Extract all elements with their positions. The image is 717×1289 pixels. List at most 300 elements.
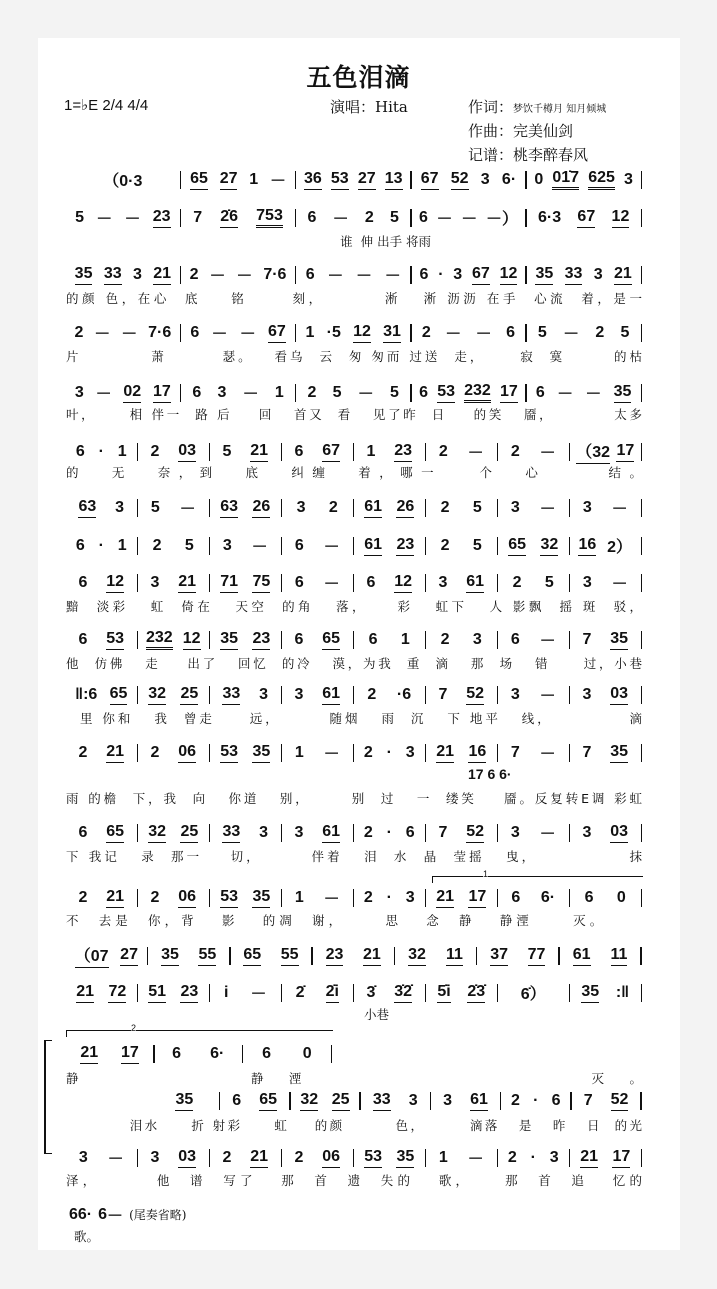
note-group: －	[124, 211, 141, 228]
note-group: ·	[98, 442, 104, 460]
note-group: ·	[386, 888, 392, 906]
lyrics-line: 不 去是 你，背 影 的凋 谢， 思 念 静 静湮 灭。	[66, 913, 642, 928]
note-group: 65	[508, 536, 526, 556]
note-group: 3̇2̇	[394, 983, 412, 1003]
measure	[498, 889, 569, 907]
note-group: 72	[108, 983, 126, 1003]
measure	[527, 169, 641, 190]
note-group: 753	[256, 207, 283, 228]
measure	[282, 1148, 353, 1168]
note-group: 6·	[210, 1045, 225, 1062]
note-group: （07	[75, 943, 109, 968]
measure	[138, 573, 209, 593]
note-group: 61	[364, 536, 382, 556]
note-group: ·	[98, 536, 104, 554]
measure	[66, 823, 137, 843]
note-group: 6	[418, 208, 428, 226]
note-group: 12	[500, 265, 518, 285]
note-group: 6	[294, 573, 304, 591]
measure	[498, 1149, 569, 1167]
note-group: 1	[438, 1148, 448, 1166]
bar-line	[641, 324, 643, 342]
note-group: 35	[175, 1091, 193, 1111]
note-group: 6	[192, 383, 202, 401]
note-group: －	[323, 576, 340, 593]
note-group: －	[107, 1208, 124, 1225]
note-group: 2	[364, 208, 374, 226]
lyrics-line: 谁 伸 出手 将雨	[66, 234, 432, 249]
note-group: 6	[307, 208, 317, 226]
note-group: 11	[611, 946, 628, 966]
note-group: 3	[405, 743, 415, 761]
measure	[138, 629, 209, 650]
note-group: 67	[322, 442, 340, 462]
note-group: －	[357, 386, 374, 403]
note-group: 1	[366, 442, 376, 460]
note-group: 2	[363, 823, 373, 841]
alternate-notes: 17 6 6·	[468, 766, 512, 782]
notation-row	[66, 263, 642, 286]
note-group: 1	[117, 536, 127, 554]
note-group: 61	[322, 823, 340, 843]
measure	[282, 630, 353, 650]
measure	[66, 685, 137, 705]
note-group: 71	[220, 573, 238, 593]
note-group: 31	[383, 323, 401, 343]
measure	[231, 946, 312, 966]
bar-line	[641, 266, 643, 284]
notation-row	[66, 1203, 186, 1226]
measure	[66, 168, 180, 191]
note-group: 5	[544, 573, 554, 591]
measure	[570, 439, 641, 464]
note-group: 33	[104, 265, 122, 285]
measure	[282, 499, 353, 517]
note-group: 6	[294, 630, 304, 648]
note-group: 6	[419, 265, 429, 283]
measure	[572, 1091, 641, 1111]
measure	[354, 1148, 425, 1168]
measure	[412, 321, 526, 344]
measure	[291, 1091, 360, 1111]
note-group: 65	[322, 630, 340, 650]
notation-row	[66, 439, 642, 464]
measure	[138, 1148, 209, 1168]
note-group: 65	[190, 170, 208, 190]
note-group: 21	[80, 1044, 98, 1064]
measure	[66, 743, 137, 763]
note-group: 32	[408, 946, 426, 966]
transcriber: 记谱：桃李醉春风	[468, 146, 589, 164]
note-group: 23	[252, 630, 270, 650]
note-group: 2	[511, 1092, 520, 1109]
note-group: 23	[153, 208, 171, 228]
measure	[354, 744, 425, 762]
note-group: 3	[294, 823, 304, 841]
note-group: 53	[220, 888, 238, 908]
note-group: 2	[421, 323, 431, 341]
note-group: 2	[222, 1148, 232, 1166]
note-group: 7·6	[263, 265, 287, 283]
measure	[354, 686, 425, 704]
measure	[66, 630, 137, 650]
measure	[570, 496, 641, 519]
note-group: 3	[115, 498, 125, 516]
note-group: 21	[76, 983, 94, 1003]
note-group: －	[539, 746, 556, 763]
note-group: 61	[470, 1091, 488, 1111]
note-group: －	[209, 268, 226, 285]
note-group: －	[467, 1151, 484, 1168]
measure	[210, 1148, 281, 1168]
note-group: 06	[322, 1148, 340, 1168]
measure	[498, 496, 569, 519]
singer: 演唱：Hita	[330, 98, 408, 116]
note-group: －	[95, 386, 112, 403]
measure	[527, 321, 641, 344]
note-group: 21	[614, 265, 632, 285]
note-group: 26	[252, 498, 270, 518]
note-group: 35	[614, 383, 632, 403]
note-group: 3	[438, 573, 448, 591]
note-group: 03	[610, 685, 628, 705]
note-group: ·5	[326, 323, 341, 341]
measure	[148, 946, 229, 966]
note-group: 52	[466, 823, 484, 843]
measure	[354, 889, 425, 907]
note-group: 17	[612, 1148, 630, 1168]
note-group: 53	[364, 1148, 382, 1168]
note-group: 6	[551, 1092, 561, 1109]
note-group: －	[539, 633, 556, 650]
note-group: －	[107, 1151, 124, 1168]
lyricist-label: 作词：	[468, 98, 514, 116]
measure	[66, 943, 147, 968]
measure	[181, 207, 295, 228]
note-group: 625	[588, 169, 615, 190]
measure	[138, 983, 209, 1003]
note-group: 3	[150, 573, 160, 591]
measure	[412, 382, 526, 403]
note-group: 61	[364, 498, 382, 518]
measure	[282, 741, 353, 764]
bar-line	[641, 686, 643, 704]
note-group: 2̇	[295, 983, 305, 1001]
note-group: 2	[363, 888, 373, 906]
measure	[296, 170, 410, 190]
measure	[296, 381, 410, 404]
note-group: 3	[624, 170, 633, 188]
measure	[527, 208, 641, 228]
measure	[296, 263, 410, 286]
note-group: 1	[305, 323, 315, 341]
note-group: 51	[148, 983, 166, 1003]
note-group: 2̇6	[220, 208, 238, 228]
bar-line	[641, 384, 643, 402]
note-group: 6	[78, 573, 88, 591]
note-group: 7	[582, 743, 592, 761]
note-group: （0·3	[103, 173, 143, 190]
note-group: 21	[250, 1148, 268, 1168]
note-group: 2	[595, 323, 605, 341]
measure	[138, 537, 209, 555]
note-group: 27	[220, 170, 238, 190]
note-group: 21	[580, 1148, 598, 1168]
note-group: 2	[507, 1148, 517, 1166]
measure	[570, 630, 641, 650]
measure	[210, 498, 281, 518]
measure	[66, 321, 180, 344]
measure	[498, 536, 569, 556]
note-group: 3	[408, 1092, 418, 1109]
measure	[498, 741, 569, 764]
notation-row	[66, 821, 642, 844]
lyrics-line: 静 静湮 灭。	[66, 1071, 642, 1086]
note-group: 2	[440, 498, 450, 516]
note-group: 2	[150, 888, 160, 906]
notation-row	[66, 321, 642, 344]
note-group: (尾奏省略)	[129, 1208, 187, 1222]
note-group: 21	[106, 888, 124, 908]
measure	[354, 536, 425, 556]
measure	[412, 265, 526, 285]
measure	[426, 631, 497, 649]
note-group: 35	[220, 630, 238, 650]
note-group: －	[323, 539, 340, 556]
note-group: ·6	[396, 685, 412, 703]
note-group: 37	[490, 946, 508, 966]
measure	[498, 981, 569, 1004]
measure	[426, 685, 497, 705]
note-group: －	[251, 539, 268, 556]
note-group: 5	[390, 208, 399, 226]
note-group: 3	[405, 888, 415, 906]
measure	[426, 537, 497, 555]
measure	[412, 206, 526, 229]
note-group: 23	[394, 442, 412, 462]
note-group: 3	[582, 498, 592, 516]
note-group: ·	[386, 743, 392, 761]
volta-1-label: 1	[483, 869, 489, 879]
composer: 作曲：完美仙剑	[468, 122, 574, 140]
note-group: 06	[178, 888, 196, 908]
note-group: 35	[252, 743, 270, 763]
note-group: 67	[268, 323, 286, 343]
measure	[570, 889, 641, 907]
lyricist	[468, 96, 606, 117]
lyrics-line: 他 仿佛 走 出了 回忆 的冷 漠，为我 重 滴 那 场 错 过，小巷	[66, 656, 642, 671]
note-group: 12	[612, 208, 630, 228]
note-group: 12	[353, 323, 371, 343]
note-group: －	[236, 268, 253, 285]
notation-row	[66, 1146, 642, 1169]
notation-row	[66, 206, 642, 229]
measure	[570, 1148, 641, 1168]
measure	[138, 888, 209, 908]
measure	[426, 888, 497, 908]
note-group: 2	[150, 743, 160, 761]
lyrics-line: 小巷	[66, 1007, 390, 1022]
note-group: 6	[78, 823, 88, 841]
note-group: 3	[74, 383, 84, 401]
note-group: 6	[535, 383, 545, 401]
note-group: 5	[332, 383, 342, 401]
note-group: 2̇i	[326, 983, 339, 1003]
bar-line	[641, 631, 643, 649]
note-group: －	[461, 211, 478, 228]
notation-row	[66, 886, 642, 909]
note-group: 5	[390, 383, 399, 401]
note-group: 13	[385, 170, 403, 190]
measure	[66, 1206, 95, 1224]
note-group: 33	[222, 823, 240, 843]
note-group: 32	[148, 823, 166, 843]
note-group: 52	[611, 1091, 629, 1111]
measure	[570, 534, 641, 557]
note-group: －	[327, 268, 344, 285]
measure	[282, 685, 353, 705]
note-group: －	[323, 746, 340, 763]
note-group: 67	[421, 170, 439, 190]
note-group: －	[585, 386, 602, 403]
note-group: 5	[472, 498, 482, 516]
notation-row	[66, 168, 642, 191]
measure	[66, 443, 137, 461]
note-group: 53	[437, 383, 455, 403]
note-group: 2	[367, 685, 377, 703]
note-group: 67	[577, 208, 595, 228]
notation-row	[66, 981, 642, 1004]
note-group: 35	[75, 265, 93, 285]
note-group: 6·	[540, 888, 556, 906]
note-group: 6̇）	[520, 986, 546, 1003]
note-group: 2	[512, 573, 522, 591]
measure	[126, 1206, 189, 1223]
note-group: ‖:6	[75, 685, 98, 703]
note-group: －	[611, 501, 628, 518]
note-group: 3	[510, 823, 520, 841]
bar-line	[641, 824, 643, 842]
note-group: 3	[150, 1148, 160, 1166]
note-group: 16	[578, 536, 596, 556]
measure	[210, 685, 281, 705]
note-group: 3	[217, 383, 227, 401]
note-group: 23	[396, 536, 414, 556]
measure	[498, 628, 569, 651]
note-group: 21	[250, 442, 268, 462]
measure	[66, 206, 180, 229]
measure	[181, 321, 295, 344]
note-group: 21	[436, 888, 454, 908]
measure	[498, 440, 569, 463]
measure	[66, 537, 137, 555]
measure	[243, 1045, 330, 1063]
measure	[354, 498, 425, 518]
note-group: 23	[326, 946, 344, 966]
note-group: ·	[530, 1148, 536, 1166]
note-group: 5	[184, 536, 194, 554]
measure	[138, 442, 209, 462]
note-group: 17	[468, 888, 486, 908]
note-group: 1	[294, 888, 304, 906]
note-group: 2	[438, 442, 448, 460]
note-group: 65	[106, 823, 124, 843]
note-group: 1	[274, 383, 284, 401]
note-group: 1	[294, 743, 304, 761]
notation-row	[150, 1091, 642, 1111]
notation-row	[66, 496, 642, 519]
note-group: －	[539, 445, 556, 462]
notation-row	[66, 628, 642, 651]
note-group: 6	[294, 536, 304, 554]
measure	[354, 631, 425, 649]
measure	[296, 323, 410, 343]
measure	[210, 630, 281, 650]
note-group: －	[475, 326, 492, 343]
note-group: 25	[180, 685, 198, 705]
bar-line	[641, 984, 643, 1002]
note-group: 0	[534, 170, 544, 188]
note-group: 63	[220, 498, 238, 518]
measure	[210, 534, 281, 557]
note-group: 3	[593, 265, 603, 283]
bar-line	[641, 209, 643, 227]
measure	[412, 170, 526, 190]
note-group: 6	[172, 1045, 182, 1062]
measure	[361, 1091, 430, 1111]
note-group: 2）	[607, 539, 633, 556]
note-group: 5	[150, 498, 160, 516]
lyrics-line: 的颜 色，在心 底 铭 刻， 淅 淅 沥沥 在手 心流 着，是一	[66, 291, 642, 306]
measure	[181, 263, 295, 286]
measure	[477, 946, 558, 966]
bar-line	[640, 1092, 642, 1110]
notation-row	[66, 741, 642, 764]
bar-line	[641, 1149, 643, 1167]
note-group: 53	[331, 170, 349, 190]
note-group: 32	[300, 1091, 318, 1111]
measure	[138, 743, 209, 763]
note-group: 3	[582, 685, 592, 703]
measure	[95, 1203, 126, 1226]
note-group: －	[242, 386, 259, 403]
note-group: －	[250, 986, 267, 1003]
note-group: 5	[537, 323, 547, 341]
note-group: －	[563, 326, 580, 343]
lyricist-name: 梦饮千樽月 知月倾城	[513, 104, 607, 115]
measure	[282, 571, 353, 594]
note-group: 6	[366, 573, 376, 591]
note-group: 1	[117, 442, 127, 460]
measure	[138, 823, 209, 843]
note-group: 6	[584, 888, 594, 906]
note-group: 35	[535, 265, 553, 285]
note-group: －	[356, 268, 373, 285]
note-group: －	[611, 576, 628, 593]
note-group: 02	[123, 383, 141, 403]
note-group: 33	[373, 1091, 391, 1111]
note-group: 3	[510, 685, 520, 703]
measure	[138, 496, 209, 519]
note-group: 16	[468, 743, 486, 763]
note-group: 5	[620, 323, 630, 341]
measure	[560, 946, 641, 966]
measure	[282, 442, 353, 462]
note-group: 23	[180, 983, 198, 1003]
note-group: 3	[132, 265, 142, 283]
measure	[220, 1091, 289, 1111]
measure	[296, 206, 410, 229]
